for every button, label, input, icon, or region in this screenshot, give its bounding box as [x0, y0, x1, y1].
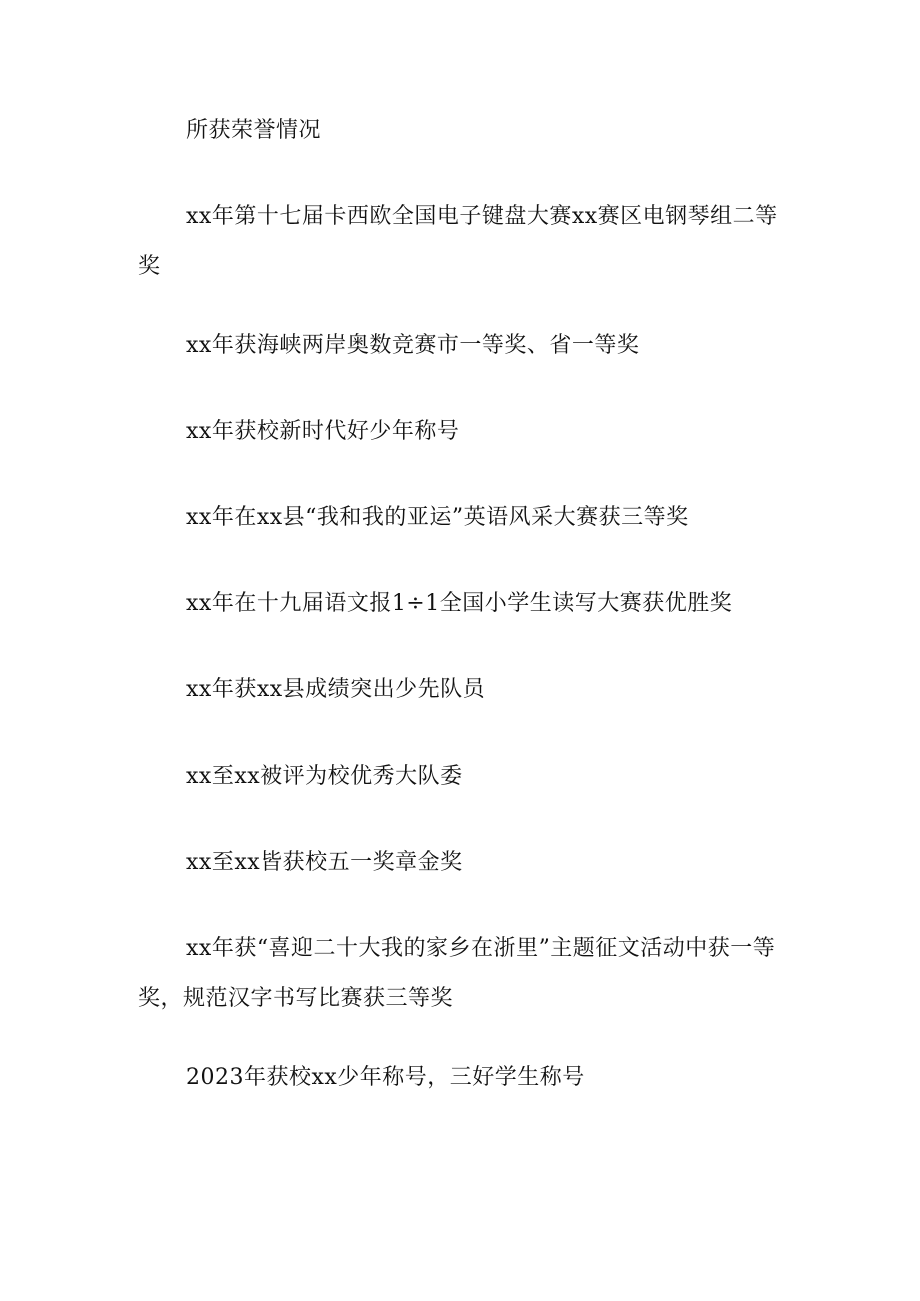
honor-item: xx年获“喜迎二十大我的家乡在浙里”主题征文活动中获一等奖，规范汉字书写比赛获三等奖 — [138, 936, 776, 1011]
honor-item: xx年获校新时代好少年称号 — [186, 419, 460, 444]
honor-item: xx年第十七届卡西欧全国电子键盘大赛xx赛区电钢琴组二等奖 — [138, 204, 778, 279]
honor-item: xx年获海峡两岸奥数竞赛市一等奖、省一等奖 — [186, 333, 640, 358]
honor-item: 2023年获校xx少年称号，三好学生称号 — [186, 1065, 585, 1090]
document-heading: 所获荣誉情况 — [186, 118, 322, 143]
honor-item: xx至xx被评为校优秀大队委 — [186, 764, 463, 789]
honor-item: xx至xx皆获校五一奖章金奖 — [186, 850, 463, 875]
honor-item: xx年在xx县“我和我的亚运”英语风采大赛获三等奖 — [186, 505, 689, 530]
honor-item: xx年在十九届语文报1÷1全国小学生读写大赛获优胜奖 — [186, 591, 733, 616]
honor-item: xx年获xx县成绩突出少先队员 — [186, 677, 486, 702]
